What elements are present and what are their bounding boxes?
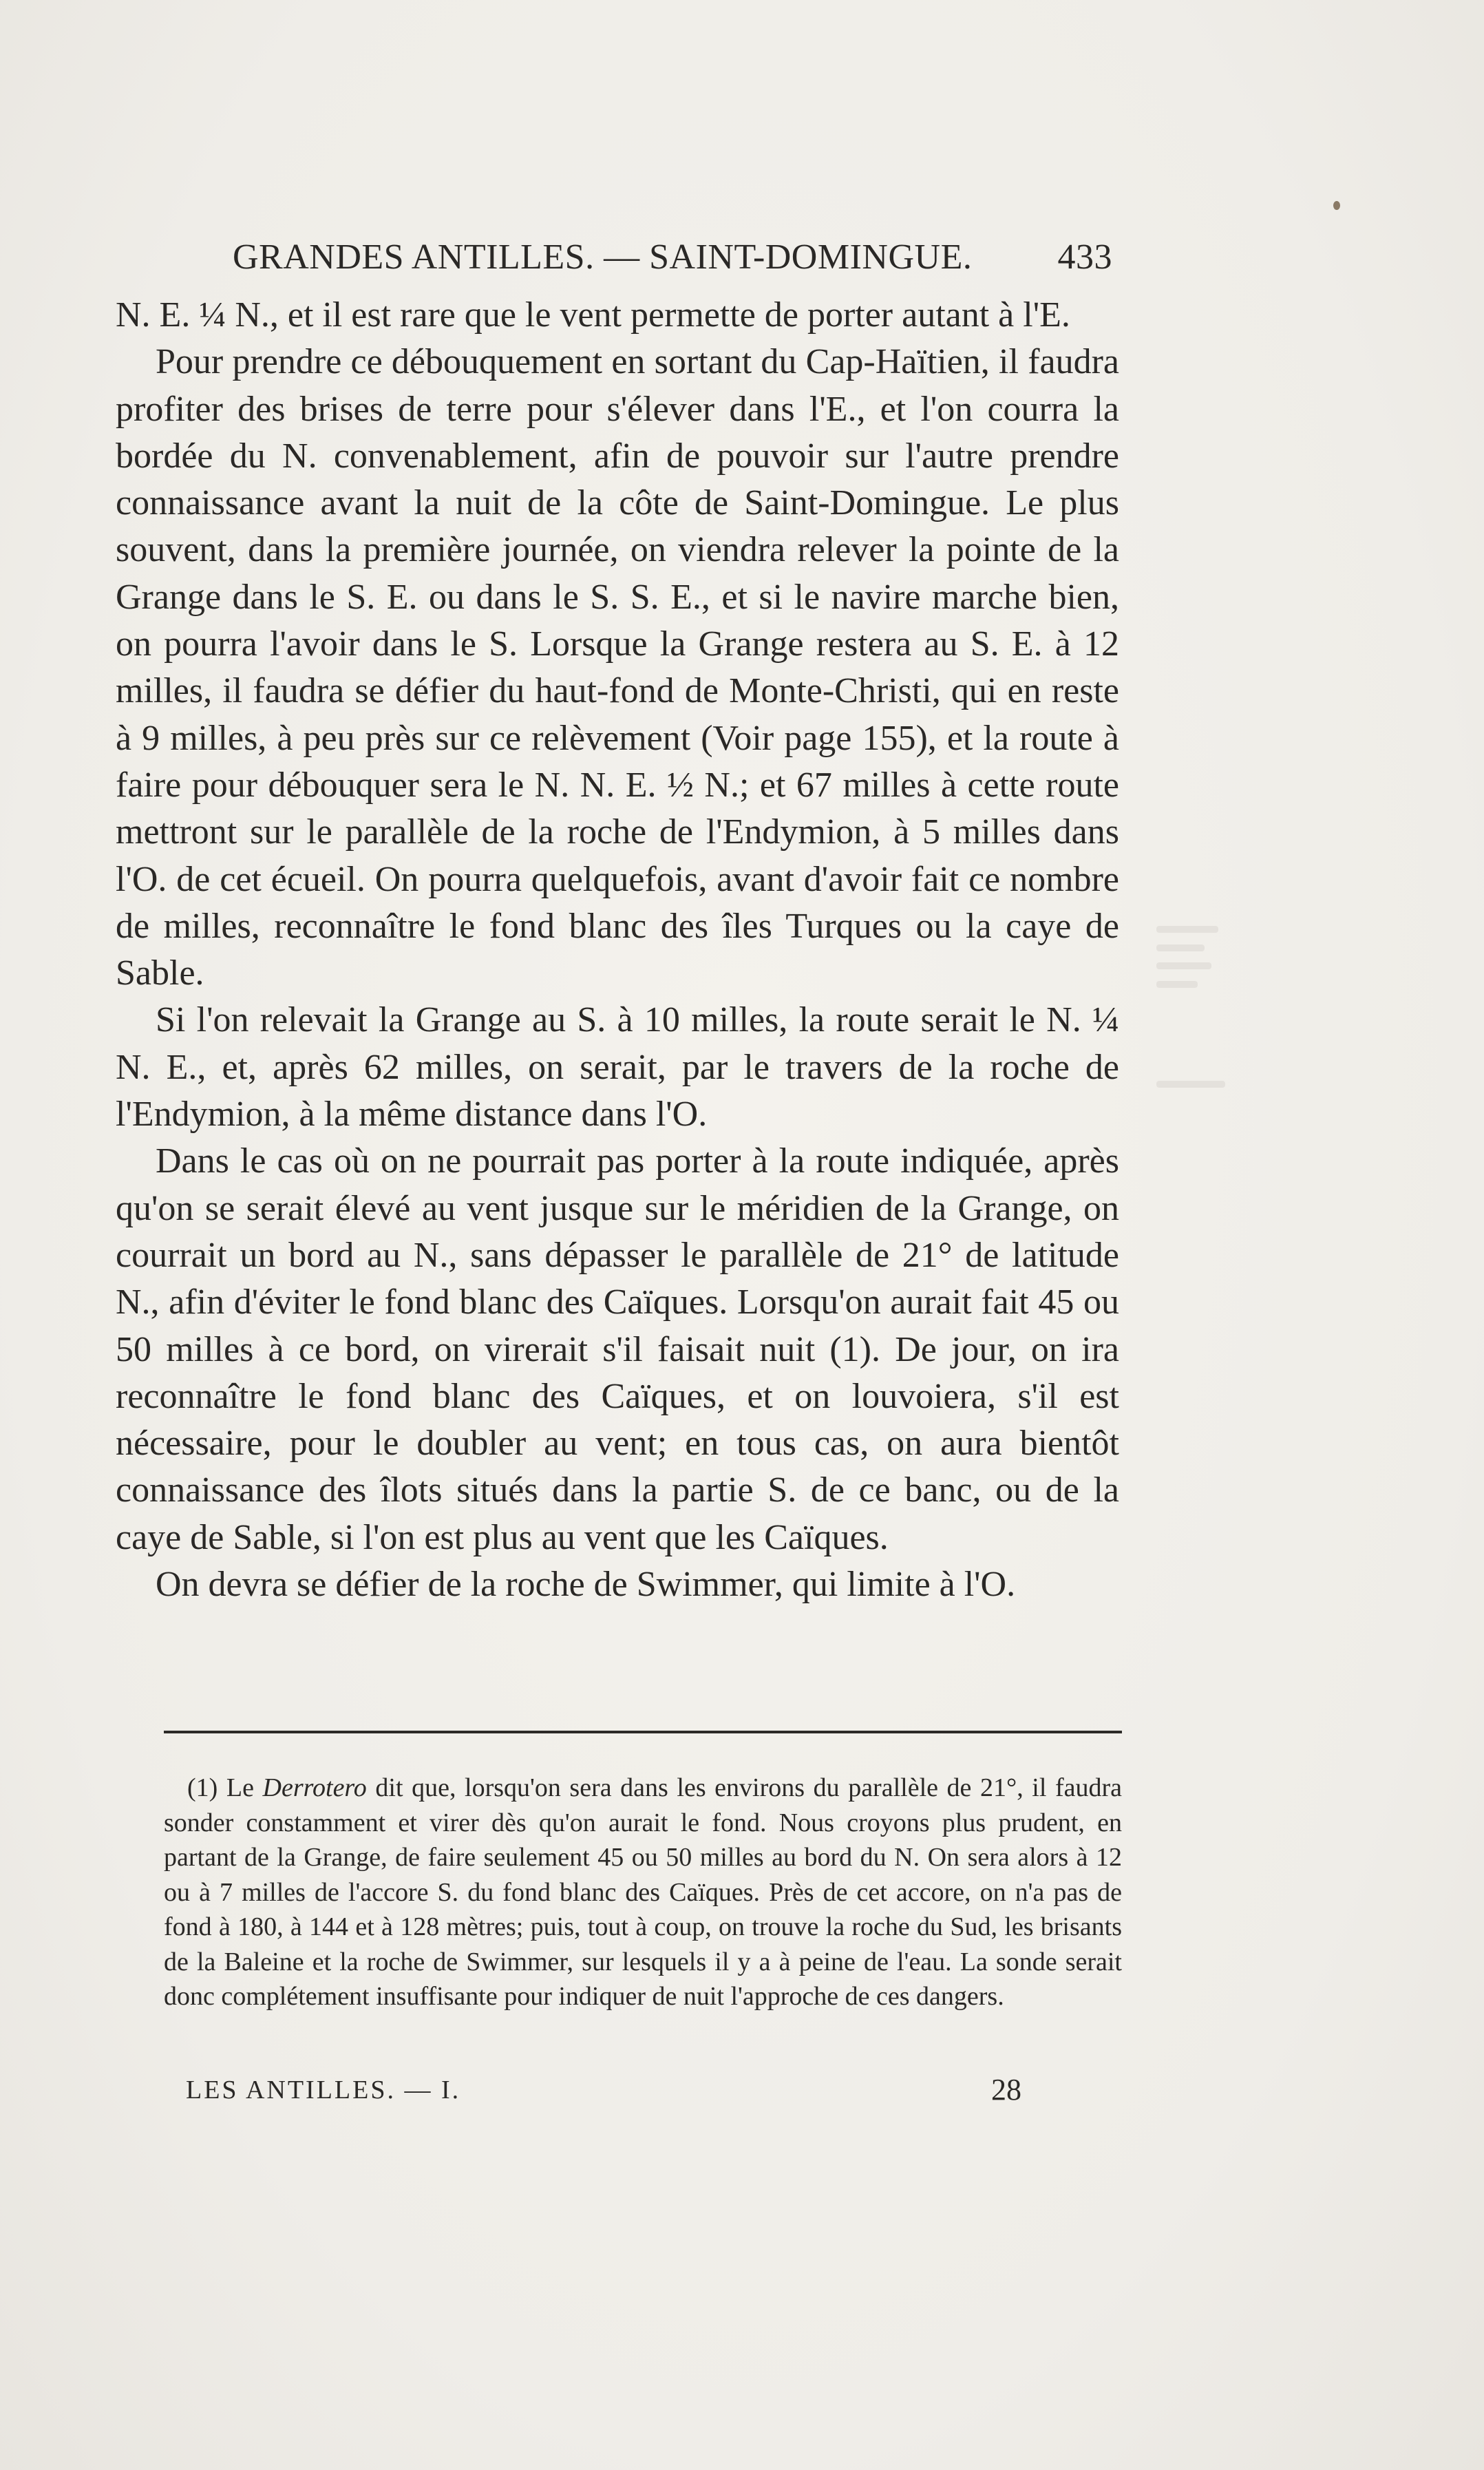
footnote-marker: (1) Le [187,1773,263,1802]
paragraph: Pour prendre ce débouquement en sortant du Cap-Haïtien, il faudra profiter des brises de terre pour s'élever dans l'E., et l'on courra la bordée du N. convenablement, afin de pouvoir sur l'autre prendre connaissance avant la nuit de la côte de Saint-Domingue. Le plus souvent, dans la première journée, on viendra relever la pointe de la Grange dans le S. E. ou dans le S. S. E., et si le navire marche bien, on pourra l'avoir dans le S. Lorsque la Grange restera au S. E. à 12 milles, il faudra se défier du haut-fond de Monte-Christi, qui en reste à 9 milles, à peu près sur ce relèvement (Voir page 155), et la route à faire pour débouquer sera le N. N. E. ½ N.; et 67 milles à cette route mettront sur le parallèle de la roche de l'Endymion, à 5 milles dans l'O. de cet écueil. On pourra quelquefois, avant d'avoir fait ce nombre de milles, reconnaître le fond blanc des îles Turques ou la caye de Sable. [116,342,1119,993]
running-title: GRANDES ANTILLES. — SAINT-DOMINGUE. [233,237,973,277]
footnote-rule [164,1731,1122,1733]
page-number: 433 [1057,237,1112,277]
paragraph: Dans le cas où on ne pourrait pas porter à la route indiquée, après qu'on se serait élevé au vent jusque sur le méridien de la Grange, on courrait un bord au N., sans dépasser le parallèle de 21° de latitude N., afin d'éviter le fond blanc des Caïques. Lorsqu'on aurait fait 45 ou 50 milles à ce bord, on virerait s'il faisait nuit (1). De jour, on ira reconnaître le fond blanc des Caïques, et on louvoiera, s'il est nécessaire, pour le doubler au vent; en tous cas, on aura bientôt connaissance des îlots situés dans la partie S. de ce banc, ou de la caye de Sable, si l'on est plus au vent que les Caïques. [116,1141,1119,1557]
bleed-through-mark [1156,1081,1225,1088]
body-text [116,292,1119,1608]
signature-text: LES ANTILLES. — I. [186,2076,461,2104]
paragraph: On devra se défier de la roche de Swimmer, qui limite à l'O. [156,1565,1016,1605]
signature-number: 28 [991,2073,1021,2107]
footnote-emphasis: Derrotero [262,1773,367,1802]
bleed-through-mark [1156,962,1211,969]
page-header [116,230,1112,285]
paragraph-continuation: N. E. ¼ N., et il est rare que le vent permette de porter autant à l'E. [116,295,1070,335]
signature-line [186,2071,1026,2109]
paragraph: Si l'on relevait la Grange au S. à 10 milles, la route serait le N. ¼ N. E., et, après 62 milles, on serait, par le travers de la roche de l'Endymion, à la même distance dans l'O. [116,1000,1119,1134]
footnote [164,1771,1122,2014]
bleed-through-mark [1156,981,1198,988]
ink-speck [1333,201,1340,210]
bleed-through-mark [1156,926,1218,933]
footnote-text: dit que, lorsqu'on sera dans les environs du parallèle de 21°, il faudra sonder constamment et virer dès qu'on aurait le fond. Nous croyons plus prudent, en partant de la Grange, de faire seulement 45 ou 50 milles au bord du N. On sera alors à 12 ou à 7 milles de l'accore S. du fond blanc des Caïques. Près de cet accore, on n'a pas de fond à 180, à 144 et à 128 mètres; puis, tout à coup, on trouve la roche du Sud, les brisants de la Baleine et la roche de Swimmer, sur lesquels il y a à peine de l'eau. La sonde serait donc complétement insuffisante pour indiquer de nuit l'approche de ces dangers. [164,1773,1122,2011]
bleed-through-mark [1156,944,1205,951]
